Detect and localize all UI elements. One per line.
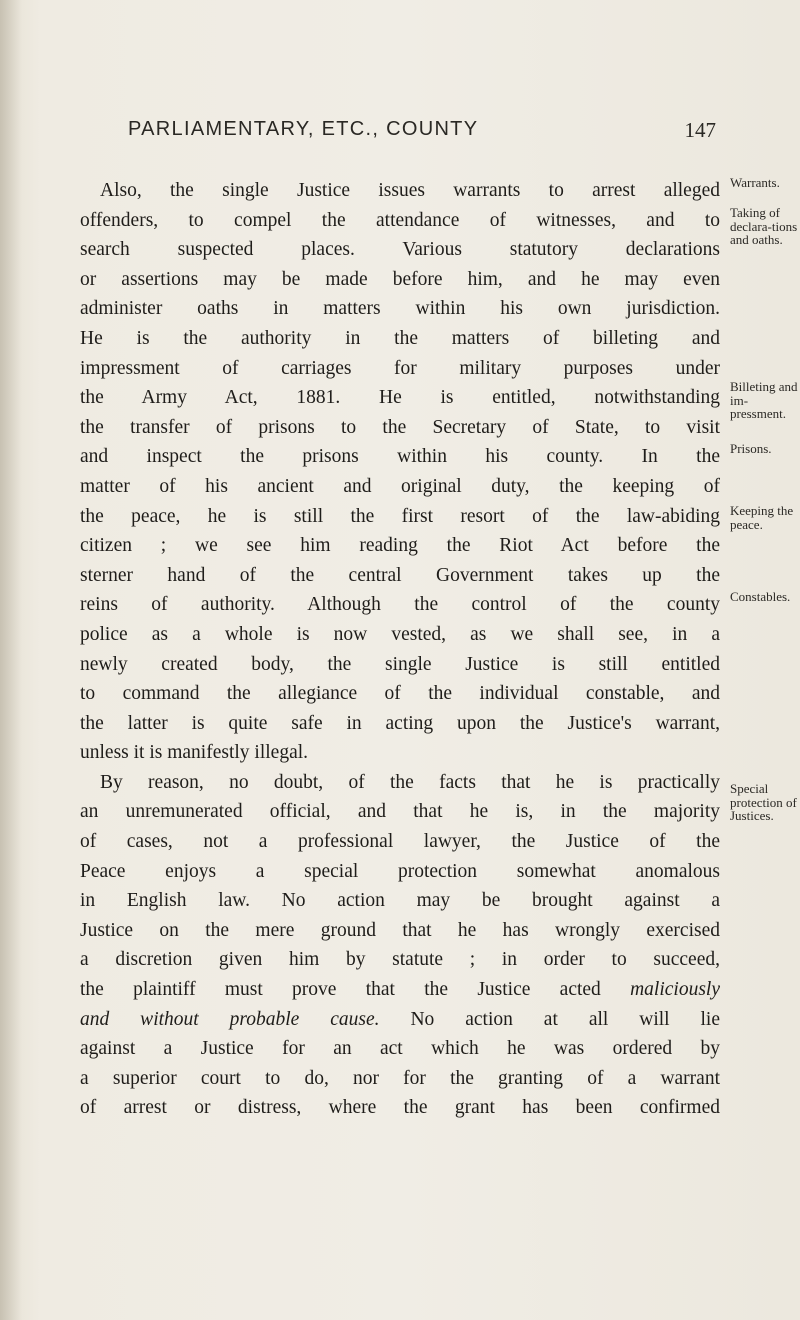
running-head <box>128 118 716 148</box>
text-line <box>80 413 720 443</box>
text-line <box>80 561 720 591</box>
text-line <box>80 945 720 975</box>
line-text: against a Justice for an act which he was ordered by <box>80 1038 720 1060</box>
line-text: of arrest or distress, where the grant has been confirmed <box>80 1097 720 1119</box>
line-text: Also, the single Justice issues warrants to arrest alleged <box>100 180 720 201</box>
text-line <box>80 354 720 384</box>
line-text: Peace enjoys a special protection somewhat anomalous <box>80 860 720 882</box>
text-line <box>80 294 720 324</box>
italic-phrase: and without probable cause. <box>80 1008 380 1030</box>
text-line <box>80 857 720 887</box>
line-text: impressment of carriages for military purposes under <box>80 357 720 379</box>
margin-note-billeting: Billeting and im-pressment. <box>730 379 798 421</box>
line-text: newly created body, the single Justice is still entitled <box>80 653 720 675</box>
text-line <box>80 472 720 502</box>
page-number: 147 <box>684 118 716 142</box>
text-line <box>80 886 720 916</box>
text-line <box>80 265 720 295</box>
line-text: search suspected places. Various statutory declarations <box>80 239 720 261</box>
line-text: or assertions may be made before him, and he may even <box>80 268 720 290</box>
margin-note-prisons: Prisons. <box>730 441 772 456</box>
line-text: the plaintiff must prove that the Justice acted <box>80 979 601 1001</box>
text-line <box>80 1064 720 1094</box>
line-text: By reason, no doubt, of the facts that he is practically <box>100 771 720 793</box>
text-line <box>80 176 720 206</box>
text-line <box>80 620 720 650</box>
line-text: No action at all will lie <box>410 1008 720 1030</box>
line-text: unless it is manifestly illegal. <box>80 742 309 764</box>
text-line <box>80 206 720 236</box>
text-line <box>80 531 720 561</box>
line-text: reins of authority. Although the control of the county <box>80 594 720 616</box>
text-line <box>80 502 720 532</box>
line-text: an unremunerated official, and that he is, in the majority <box>80 801 720 823</box>
text-line <box>80 1093 720 1123</box>
text-line <box>80 590 720 620</box>
italic-phrase: maliciously <box>630 979 720 1001</box>
line-text: offenders, to compel the attendance of witnesses, and to <box>80 209 720 231</box>
line-text: administer oaths in matters within his own jurisdiction. <box>80 298 720 320</box>
margin-note-keeping-the-peace: Keeping the peace. <box>730 503 794 532</box>
line-text: Justice on the mere ground that he has wrongly exercised <box>80 919 720 941</box>
line-text: sterner hand of the central Government takes up the <box>80 564 720 586</box>
line-text: He is the authority in the matters of billeting and <box>80 327 720 349</box>
text-line <box>80 916 720 946</box>
text-line <box>80 442 720 472</box>
line-text: a superior court to do, nor for the granting of a warrant <box>80 1067 720 1089</box>
margin-note-special-protection: Special protection of Justices. <box>730 781 797 823</box>
text-line <box>80 709 720 739</box>
text-line <box>80 1034 720 1064</box>
text-line <box>80 679 720 709</box>
text-line <box>80 650 720 680</box>
line-text: citizen ; we see him reading the Riot Act before the <box>80 535 720 557</box>
line-text: the latter is quite safe in acting upon the Justice's warrant, <box>80 712 720 734</box>
gutter-shadow <box>0 0 22 1320</box>
margin-note-constables: Constables. <box>730 589 791 604</box>
body-text <box>80 176 720 1123</box>
text-line <box>80 827 720 857</box>
text-line <box>80 235 720 265</box>
text-line <box>80 324 720 354</box>
line-text: in English law. No action may be brought against a <box>80 890 720 912</box>
text-line <box>80 768 720 798</box>
line-text: and inspect the prisons within his county. In the <box>80 446 720 468</box>
running-title: PARLIAMENTARY, ETC., COUNTY <box>128 118 479 140</box>
line-text: the peace, he is still the first resort of the law-abiding <box>80 505 720 527</box>
text-line <box>80 797 720 827</box>
line-text: police as a whole is now vested, as we shall see, in a <box>80 623 720 645</box>
line-text: the transfer of prisons to the Secretary of State, to visit <box>80 416 720 438</box>
text-line <box>80 738 720 768</box>
line-text: of cases, not a professional lawyer, the Justice of the <box>80 831 720 853</box>
line-text: matter of his ancient and original duty, the keeping of <box>80 475 720 497</box>
margin-note-warrants: Warrants. <box>730 175 780 190</box>
line-text: a discretion given him by statute ; in order to succeed, <box>80 949 720 971</box>
text-line <box>80 1005 720 1035</box>
text-line <box>80 975 720 1005</box>
line-text: to command the allegiance of the individual constable, and <box>80 683 720 705</box>
margin-note-taking-of-declarations: Taking of declara-tions and oaths. <box>730 205 798 247</box>
line-text: the Army Act, 1881. He is entitled, notwithstanding <box>80 387 720 409</box>
text-line <box>80 383 720 413</box>
